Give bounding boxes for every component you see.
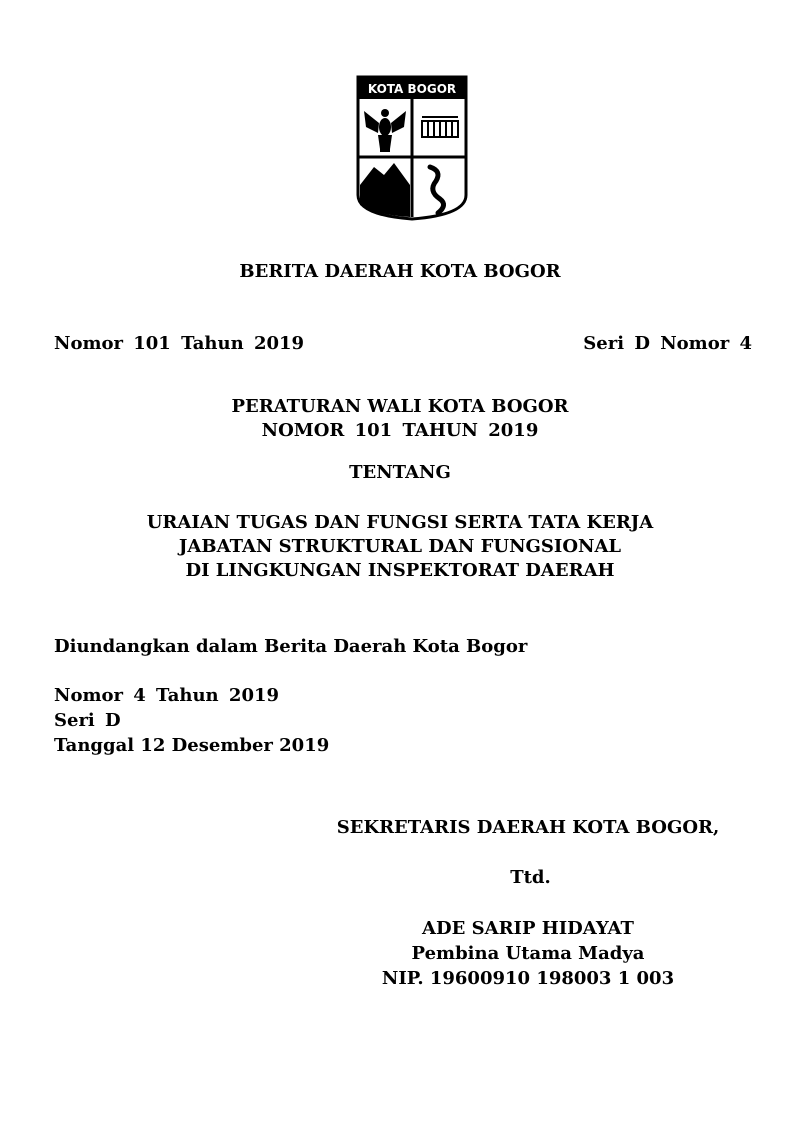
promulgation-intro: Diundangkan dalam Berita Daerah Kota Bogor	[54, 636, 528, 657]
subject-line-1: URAIAN TUGAS DAN FUNGSI SERTA TATA KERJA	[146, 512, 654, 533]
signatory-rank: Pembina Utama Madya	[411, 943, 645, 964]
tentang-label: TENTANG	[349, 462, 451, 483]
promulgation-date: Tanggal 12 Desember 2019	[54, 735, 330, 756]
promulgation-series: Seri D	[54, 710, 121, 731]
document-title: BERITA DAERAH KOTA BOGOR	[239, 261, 561, 282]
palace-icon	[422, 117, 458, 137]
regulation-heading	[0, 395, 800, 443]
subject-line-2: JABATAN STRUKTURAL DAN FUNGSIONAL	[178, 536, 622, 557]
regulation-subject	[0, 511, 800, 583]
subject-line-3: DI LINGKUNGAN INSPEKTORAT DAERAH	[185, 560, 615, 581]
regulation-line-2: NOMOR 101 TAHUN 2019	[261, 420, 539, 441]
signature-block	[318, 816, 738, 991]
signatory-nip: NIP. 19600910 198003 1 003	[381, 968, 675, 989]
regulation-line-1: PERATURAN WALI KOTA BOGOR	[231, 396, 569, 417]
kota-bogor-coat-of-arms	[356, 75, 468, 221]
gazette-series: Seri D Nomor 4	[583, 333, 752, 354]
signed-mark: Ttd.	[510, 867, 551, 888]
signatory-position: SEKRETARIS DAERAH KOTA BOGOR,	[336, 817, 720, 838]
signatory-name: ADE SARIP HIDAYAT	[422, 918, 634, 939]
promulgation-block	[54, 634, 527, 758]
gazette-number: Nomor 101 Tahun 2019	[54, 333, 305, 354]
promulgation-number: Nomor 4 Tahun 2019	[54, 685, 280, 706]
emblem-label: KOTA BOGOR	[367, 82, 457, 96]
